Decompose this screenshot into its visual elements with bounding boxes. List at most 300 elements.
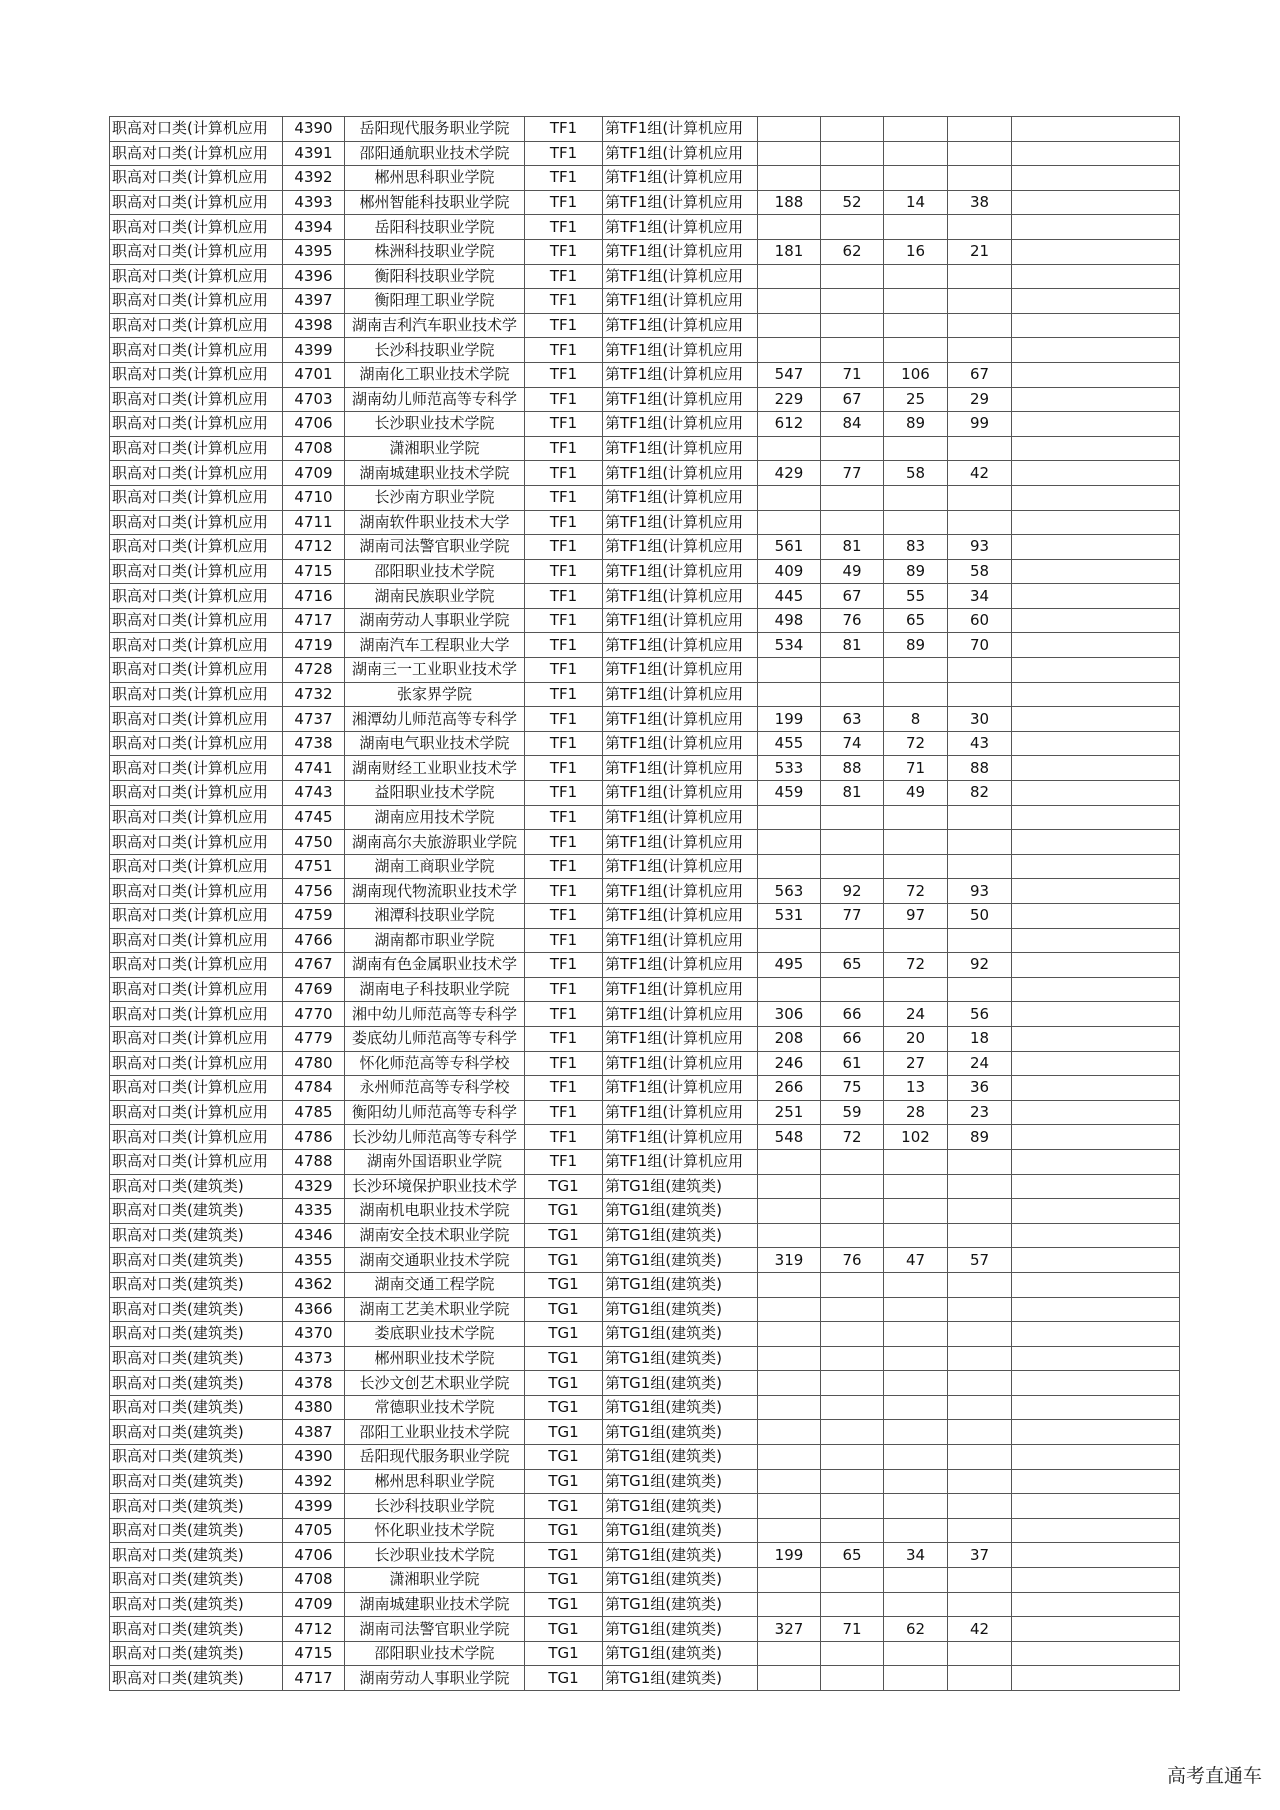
plan-code-cell: TF1 <box>525 904 603 929</box>
value-cell-1 <box>758 1149 821 1174</box>
value-cell-2 <box>821 1494 884 1519</box>
school-name-cell: 湘中幼儿师范高等专科学 <box>345 1002 525 1027</box>
table-row <box>110 1248 1180 1273</box>
category-cell: 职高对口类(计算机应用 <box>110 239 283 264</box>
category-cell: 职高对口类(建筑类) <box>110 1469 283 1494</box>
table-row <box>110 584 1180 609</box>
value-cell-4 <box>948 682 1012 707</box>
value-cell-5 <box>1012 1469 1180 1494</box>
plan-code-cell: TF1 <box>525 461 603 486</box>
plan-code-cell: TF1 <box>525 928 603 953</box>
value-cell-1 <box>758 1174 821 1199</box>
plan-code-cell: TG1 <box>525 1272 603 1297</box>
value-cell-5 <box>1012 117 1180 142</box>
group-cell: 第TF1组(计算机应用 <box>603 1076 758 1101</box>
school-name-cell: 长沙职业技术学院 <box>345 1543 525 1568</box>
value-cell-3: 62 <box>884 1617 948 1642</box>
plan-code-cell: TF1 <box>525 190 603 215</box>
group-cell: 第TF1组(计算机应用 <box>603 485 758 510</box>
school-code-cell: 4715 <box>283 559 345 584</box>
plan-code-cell: TF1 <box>525 584 603 609</box>
value-cell-2: 81 <box>821 633 884 658</box>
value-cell-5 <box>1012 1592 1180 1617</box>
value-cell-4: 34 <box>948 584 1012 609</box>
table-row <box>110 190 1180 215</box>
category-cell: 职高对口类(计算机应用 <box>110 117 283 142</box>
value-cell-4: 30 <box>948 707 1012 732</box>
school-code-cell: 4766 <box>283 928 345 953</box>
value-cell-3 <box>884 215 948 240</box>
value-cell-5 <box>1012 264 1180 289</box>
table-row <box>110 510 1180 535</box>
group-cell: 第TG1组(建筑类) <box>603 1592 758 1617</box>
value-cell-3: 58 <box>884 461 948 486</box>
value-cell-4 <box>948 436 1012 461</box>
school-code-cell: 4784 <box>283 1076 345 1101</box>
category-cell: 职高对口类(建筑类) <box>110 1592 283 1617</box>
value-cell-5 <box>1012 830 1180 855</box>
category-cell: 职高对口类(计算机应用 <box>110 658 283 683</box>
table-row <box>110 977 1180 1002</box>
school-name-cell: 岳阳现代服务职业学院 <box>345 117 525 142</box>
plan-code-cell: TF1 <box>525 781 603 806</box>
value-cell-3: 72 <box>884 879 948 904</box>
value-cell-2: 76 <box>821 1248 884 1273</box>
value-cell-2 <box>821 805 884 830</box>
school-code-cell: 4387 <box>283 1420 345 1445</box>
group-cell: 第TF1组(计算机应用 <box>603 1051 758 1076</box>
value-cell-2 <box>821 1395 884 1420</box>
value-cell-5 <box>1012 608 1180 633</box>
value-cell-4 <box>948 1420 1012 1445</box>
table-row <box>110 879 1180 904</box>
value-cell-1 <box>758 338 821 363</box>
table-body <box>110 117 1180 1691</box>
value-cell-3: 89 <box>884 633 948 658</box>
table-row <box>110 264 1180 289</box>
plan-code-cell: TF1 <box>525 1051 603 1076</box>
group-cell: 第TG1组(建筑类) <box>603 1420 758 1445</box>
value-cell-4: 88 <box>948 756 1012 781</box>
school-code-cell: 4751 <box>283 854 345 879</box>
value-cell-2: 88 <box>821 756 884 781</box>
table-row <box>110 1469 1180 1494</box>
value-cell-3 <box>884 1149 948 1174</box>
value-cell-4 <box>948 338 1012 363</box>
table-row <box>110 1420 1180 1445</box>
value-cell-5 <box>1012 1026 1180 1051</box>
value-cell-5 <box>1012 1076 1180 1101</box>
category-cell: 职高对口类(计算机应用 <box>110 1100 283 1125</box>
school-name-cell: 湖南外国语职业学院 <box>345 1149 525 1174</box>
category-cell: 职高对口类(计算机应用 <box>110 166 283 191</box>
school-name-cell: 株洲科技职业学院 <box>345 239 525 264</box>
school-name-cell: 湖南电气职业技术学院 <box>345 731 525 756</box>
value-cell-3 <box>884 658 948 683</box>
category-cell: 职高对口类(计算机应用 <box>110 977 283 1002</box>
value-cell-2 <box>821 854 884 879</box>
category-cell: 职高对口类(建筑类) <box>110 1248 283 1273</box>
group-cell: 第TF1组(计算机应用 <box>603 584 758 609</box>
plan-code-cell: TG1 <box>525 1592 603 1617</box>
school-name-cell: 长沙文创艺术职业学院 <box>345 1371 525 1396</box>
plan-code-cell: TF1 <box>525 436 603 461</box>
school-name-cell: 湖南汽车工程职业大学 <box>345 633 525 658</box>
table-row <box>110 1641 1180 1666</box>
group-cell: 第TF1组(计算机应用 <box>603 1026 758 1051</box>
value-cell-5 <box>1012 510 1180 535</box>
group-cell: 第TF1组(计算机应用 <box>603 387 758 412</box>
category-cell: 职高对口类(计算机应用 <box>110 1149 283 1174</box>
value-cell-5 <box>1012 559 1180 584</box>
category-cell: 职高对口类(建筑类) <box>110 1568 283 1593</box>
school-name-cell: 长沙南方职业学院 <box>345 485 525 510</box>
value-cell-4: 23 <box>948 1100 1012 1125</box>
value-cell-1 <box>758 1272 821 1297</box>
group-cell: 第TG1组(建筑类) <box>603 1272 758 1297</box>
value-cell-5 <box>1012 1346 1180 1371</box>
group-cell: 第TF1组(计算机应用 <box>603 264 758 289</box>
category-cell: 职高对口类(建筑类) <box>110 1272 283 1297</box>
group-cell: 第TF1组(计算机应用 <box>603 707 758 732</box>
value-cell-2: 71 <box>821 362 884 387</box>
category-cell: 职高对口类(计算机应用 <box>110 731 283 756</box>
group-cell: 第TG1组(建筑类) <box>603 1445 758 1470</box>
value-cell-4 <box>948 1199 1012 1224</box>
school-name-cell: 湖南化工职业技术学院 <box>345 362 525 387</box>
value-cell-4: 37 <box>948 1543 1012 1568</box>
school-name-cell: 郴州思科职业学院 <box>345 166 525 191</box>
table-row <box>110 830 1180 855</box>
value-cell-2 <box>821 1592 884 1617</box>
table-row <box>110 633 1180 658</box>
group-cell: 第TG1组(建筑类) <box>603 1346 758 1371</box>
value-cell-4: 70 <box>948 633 1012 658</box>
plan-code-cell: TF1 <box>525 239 603 264</box>
school-code-cell: 4397 <box>283 289 345 314</box>
value-cell-1 <box>758 1666 821 1691</box>
value-cell-1 <box>758 1592 821 1617</box>
plan-code-cell: TF1 <box>525 756 603 781</box>
value-cell-3 <box>884 1297 948 1322</box>
value-cell-2: 65 <box>821 1543 884 1568</box>
value-cell-1: 229 <box>758 387 821 412</box>
school-name-cell: 长沙科技职业学院 <box>345 338 525 363</box>
value-cell-1: 533 <box>758 756 821 781</box>
school-code-cell: 4732 <box>283 682 345 707</box>
value-cell-5 <box>1012 1174 1180 1199</box>
value-cell-4 <box>948 117 1012 142</box>
school-code-cell: 4335 <box>283 1199 345 1224</box>
value-cell-3 <box>884 1568 948 1593</box>
value-cell-5 <box>1012 535 1180 560</box>
value-cell-4: 42 <box>948 1617 1012 1642</box>
plan-code-cell: TG1 <box>525 1371 603 1396</box>
school-name-cell: 湖南现代物流职业技术学 <box>345 879 525 904</box>
plan-code-cell: TG1 <box>525 1395 603 1420</box>
category-cell: 职高对口类(计算机应用 <box>110 313 283 338</box>
school-code-cell: 4717 <box>283 1666 345 1691</box>
plan-code-cell: TG1 <box>525 1617 603 1642</box>
value-cell-2: 75 <box>821 1076 884 1101</box>
value-cell-1 <box>758 1469 821 1494</box>
value-cell-1: 561 <box>758 535 821 560</box>
value-cell-2: 92 <box>821 879 884 904</box>
category-cell: 职高对口类(计算机应用 <box>110 485 283 510</box>
value-cell-4: 56 <box>948 1002 1012 1027</box>
value-cell-5 <box>1012 1297 1180 1322</box>
value-cell-2 <box>821 1199 884 1224</box>
school-name-cell: 长沙科技职业学院 <box>345 1494 525 1519</box>
category-cell: 职高对口类(计算机应用 <box>110 608 283 633</box>
value-cell-4 <box>948 1568 1012 1593</box>
category-cell: 职高对口类(计算机应用 <box>110 461 283 486</box>
table-row <box>110 485 1180 510</box>
plan-code-cell: TF1 <box>525 707 603 732</box>
value-cell-1 <box>758 166 821 191</box>
table-row <box>110 141 1180 166</box>
school-code-cell: 4769 <box>283 977 345 1002</box>
table-row <box>110 387 1180 412</box>
plan-code-cell: TF1 <box>525 1125 603 1150</box>
plan-code-cell: TG1 <box>525 1199 603 1224</box>
value-cell-3: 97 <box>884 904 948 929</box>
value-cell-5 <box>1012 1272 1180 1297</box>
value-cell-1: 547 <box>758 362 821 387</box>
value-cell-2: 67 <box>821 387 884 412</box>
table-row <box>110 362 1180 387</box>
group-cell: 第TF1组(计算机应用 <box>603 608 758 633</box>
plan-code-cell: TF1 <box>525 338 603 363</box>
value-cell-3: 102 <box>884 1125 948 1150</box>
value-cell-5 <box>1012 805 1180 830</box>
value-cell-4: 99 <box>948 412 1012 437</box>
category-cell: 职高对口类(计算机应用 <box>110 264 283 289</box>
school-name-cell: 湖南城建职业技术学院 <box>345 1592 525 1617</box>
school-code-cell: 4728 <box>283 658 345 683</box>
school-name-cell: 郴州智能科技职业学院 <box>345 190 525 215</box>
group-cell: 第TF1组(计算机应用 <box>603 731 758 756</box>
school-code-cell: 4737 <box>283 707 345 732</box>
school-code-cell: 4712 <box>283 535 345 560</box>
school-name-cell: 邵阳职业技术学院 <box>345 1641 525 1666</box>
school-name-cell: 湖南工商职业学院 <box>345 854 525 879</box>
table-row <box>110 1100 1180 1125</box>
value-cell-2 <box>821 1445 884 1470</box>
plan-code-cell: TF1 <box>525 387 603 412</box>
group-cell: 第TF1组(计算机应用 <box>603 1125 758 1150</box>
group-cell: 第TF1组(计算机应用 <box>603 190 758 215</box>
school-code-cell: 4396 <box>283 264 345 289</box>
school-name-cell: 衡阳科技职业学院 <box>345 264 525 289</box>
table-row <box>110 1199 1180 1224</box>
school-code-cell: 4398 <box>283 313 345 338</box>
category-cell: 职高对口类(建筑类) <box>110 1322 283 1347</box>
value-cell-2 <box>821 215 884 240</box>
value-cell-3: 65 <box>884 608 948 633</box>
value-cell-5 <box>1012 1445 1180 1470</box>
group-cell: 第TF1组(计算机应用 <box>603 412 758 437</box>
value-cell-2: 72 <box>821 1125 884 1150</box>
category-cell: 职高对口类(计算机应用 <box>110 559 283 584</box>
school-name-cell: 湖南劳动人事职业学院 <box>345 608 525 633</box>
group-cell: 第TF1组(计算机应用 <box>603 756 758 781</box>
school-code-cell: 4395 <box>283 239 345 264</box>
value-cell-5 <box>1012 166 1180 191</box>
group-cell: 第TG1组(建筑类) <box>603 1518 758 1543</box>
value-cell-4 <box>948 264 1012 289</box>
value-cell-1: 327 <box>758 1617 821 1642</box>
plan-code-cell: TF1 <box>525 1100 603 1125</box>
value-cell-5 <box>1012 1051 1180 1076</box>
value-cell-3: 71 <box>884 756 948 781</box>
value-cell-4: 50 <box>948 904 1012 929</box>
value-cell-1: 459 <box>758 781 821 806</box>
value-cell-3 <box>884 830 948 855</box>
value-cell-5 <box>1012 141 1180 166</box>
table-row <box>110 289 1180 314</box>
school-name-cell: 郴州职业技术学院 <box>345 1346 525 1371</box>
value-cell-2 <box>821 1272 884 1297</box>
admission-table <box>109 116 1180 1691</box>
value-cell-5 <box>1012 879 1180 904</box>
value-cell-1: 409 <box>758 559 821 584</box>
value-cell-3 <box>884 1494 948 1519</box>
category-cell: 职高对口类(计算机应用 <box>110 1125 283 1150</box>
category-cell: 职高对口类(计算机应用 <box>110 904 283 929</box>
value-cell-1: 199 <box>758 1543 821 1568</box>
category-cell: 职高对口类(计算机应用 <box>110 584 283 609</box>
group-cell: 第TF1组(计算机应用 <box>603 928 758 953</box>
value-cell-3: 20 <box>884 1026 948 1051</box>
value-cell-3: 27 <box>884 1051 948 1076</box>
value-cell-2 <box>821 658 884 683</box>
value-cell-4: 38 <box>948 190 1012 215</box>
value-cell-2 <box>821 1223 884 1248</box>
value-cell-3 <box>884 1223 948 1248</box>
value-cell-1: 563 <box>758 879 821 904</box>
value-cell-2 <box>821 1174 884 1199</box>
school-name-cell: 湖南安全技术职业学院 <box>345 1223 525 1248</box>
category-cell: 职高对口类(建筑类) <box>110 1297 283 1322</box>
school-name-cell: 湖南交通工程学院 <box>345 1272 525 1297</box>
value-cell-5 <box>1012 338 1180 363</box>
value-cell-2: 61 <box>821 1051 884 1076</box>
plan-code-cell: TF1 <box>525 362 603 387</box>
plan-code-cell: TG1 <box>525 1494 603 1519</box>
school-code-cell: 4745 <box>283 805 345 830</box>
plan-code-cell: TG1 <box>525 1297 603 1322</box>
school-name-cell: 湖南都市职业学院 <box>345 928 525 953</box>
value-cell-3 <box>884 141 948 166</box>
value-cell-3: 8 <box>884 707 948 732</box>
value-cell-5 <box>1012 1125 1180 1150</box>
value-cell-4 <box>948 1518 1012 1543</box>
value-cell-3 <box>884 117 948 142</box>
table-row <box>110 854 1180 879</box>
table-row <box>110 682 1180 707</box>
plan-code-cell: TF1 <box>525 215 603 240</box>
value-cell-2 <box>821 313 884 338</box>
category-cell: 职高对口类(建筑类) <box>110 1494 283 1519</box>
value-cell-2 <box>821 436 884 461</box>
school-code-cell: 4779 <box>283 1026 345 1051</box>
value-cell-3 <box>884 1346 948 1371</box>
plan-code-cell: TF1 <box>525 141 603 166</box>
table-row <box>110 805 1180 830</box>
value-cell-4 <box>948 485 1012 510</box>
value-cell-5 <box>1012 1641 1180 1666</box>
value-cell-4 <box>948 1174 1012 1199</box>
school-name-cell: 岳阳科技职业学院 <box>345 215 525 240</box>
group-cell: 第TG1组(建筑类) <box>603 1494 758 1519</box>
school-name-cell: 长沙幼儿师范高等专科学 <box>345 1125 525 1150</box>
group-cell: 第TF1组(计算机应用 <box>603 436 758 461</box>
value-cell-1: 251 <box>758 1100 821 1125</box>
value-cell-5 <box>1012 1518 1180 1543</box>
value-cell-5 <box>1012 313 1180 338</box>
value-cell-1 <box>758 1297 821 1322</box>
school-code-cell: 4756 <box>283 879 345 904</box>
table-row <box>110 1076 1180 1101</box>
value-cell-2 <box>821 1420 884 1445</box>
category-cell: 职高对口类(计算机应用 <box>110 928 283 953</box>
group-cell: 第TG1组(建筑类) <box>603 1641 758 1666</box>
value-cell-1 <box>758 1420 821 1445</box>
group-cell: 第TF1组(计算机应用 <box>603 830 758 855</box>
school-name-cell: 长沙职业技术学院 <box>345 412 525 437</box>
school-name-cell: 邵阳职业技术学院 <box>345 559 525 584</box>
value-cell-4: 36 <box>948 1076 1012 1101</box>
category-cell: 职高对口类(建筑类) <box>110 1371 283 1396</box>
school-code-cell: 4786 <box>283 1125 345 1150</box>
plan-code-cell: TF1 <box>525 1026 603 1051</box>
category-cell: 职高对口类(计算机应用 <box>110 1051 283 1076</box>
value-cell-5 <box>1012 953 1180 978</box>
value-cell-5 <box>1012 928 1180 953</box>
school-name-cell: 潇湘职业学院 <box>345 436 525 461</box>
value-cell-3: 106 <box>884 362 948 387</box>
category-cell: 职高对口类(计算机应用 <box>110 781 283 806</box>
group-cell: 第TG1组(建筑类) <box>603 1223 758 1248</box>
value-cell-5 <box>1012 1322 1180 1347</box>
table-row <box>110 1518 1180 1543</box>
value-cell-1 <box>758 436 821 461</box>
value-cell-3 <box>884 338 948 363</box>
category-cell: 职高对口类(计算机应用 <box>110 289 283 314</box>
group-cell: 第TG1组(建筑类) <box>603 1248 758 1273</box>
group-cell: 第TG1组(建筑类) <box>603 1174 758 1199</box>
table-row <box>110 1322 1180 1347</box>
value-cell-1 <box>758 1518 821 1543</box>
school-code-cell: 4708 <box>283 436 345 461</box>
school-name-cell: 长沙环境保护职业技术学 <box>345 1174 525 1199</box>
value-cell-4: 43 <box>948 731 1012 756</box>
value-cell-4 <box>948 1395 1012 1420</box>
table-row <box>110 781 1180 806</box>
school-code-cell: 4393 <box>283 190 345 215</box>
school-code-cell: 4370 <box>283 1322 345 1347</box>
value-cell-2: 81 <box>821 535 884 560</box>
school-name-cell: 湖南有色金属职业技术学 <box>345 953 525 978</box>
group-cell: 第TF1组(计算机应用 <box>603 1002 758 1027</box>
group-cell: 第TF1组(计算机应用 <box>603 289 758 314</box>
table-row <box>110 707 1180 732</box>
value-cell-2 <box>821 117 884 142</box>
value-cell-5 <box>1012 436 1180 461</box>
table-row <box>110 1568 1180 1593</box>
table-row <box>110 1149 1180 1174</box>
